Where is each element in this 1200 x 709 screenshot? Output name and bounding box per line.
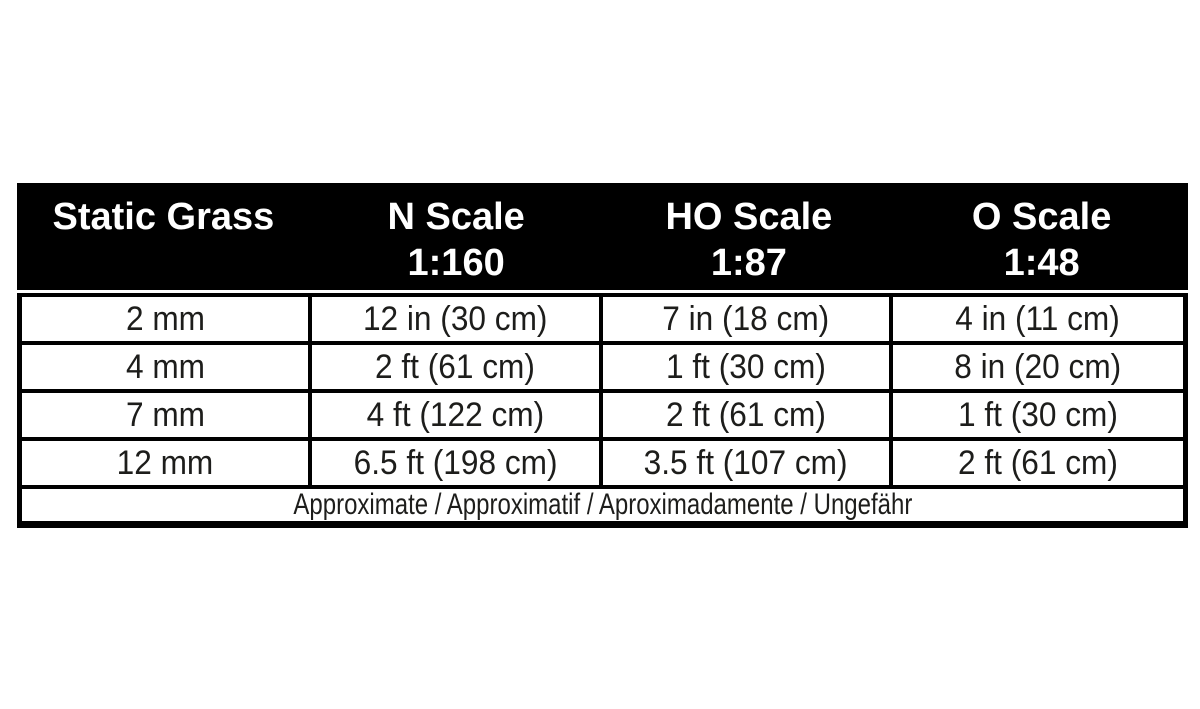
ho-scale-value: 1 ft (30 cm): [665, 347, 826, 386]
n-scale-cell: [312, 297, 602, 341]
ho-scale-value: 3.5 ft (107 cm): [643, 443, 848, 482]
o-scale-cell: [893, 345, 1183, 389]
o-scale-value: 2 ft (61 cm): [957, 443, 1118, 482]
grass-length-value: 2 mm: [125, 299, 205, 338]
o-scale-cell: [893, 441, 1183, 485]
n-scale-cell: [312, 393, 602, 437]
table-row-2mm: [22, 297, 1183, 345]
n-scale-cell: [312, 345, 602, 389]
o-scale-value: 1 ft (30 cm): [957, 395, 1118, 434]
footnote-text: Approximate / Approximatif / Aproximadamente / Ungefähr: [293, 488, 912, 521]
grass-length-cell: [22, 345, 312, 389]
n-scale-cell: [312, 441, 602, 485]
grass-length-cell: [22, 393, 312, 437]
grass-length-value: 4 mm: [125, 347, 205, 386]
o-scale-cell: [893, 297, 1183, 341]
grass-length-cell: [22, 297, 312, 341]
o-scale-ratio: 1:48: [1003, 242, 1080, 284]
header-cell-n-scale: [310, 183, 603, 290]
table-row-4mm: [22, 345, 1183, 393]
ho-scale-cell: [603, 393, 893, 437]
table-row-12mm: [22, 441, 1183, 489]
grass-length-cell: [22, 441, 312, 485]
header-cell-static-grass: [17, 183, 310, 290]
n-scale-value: 12 in (30 cm): [363, 299, 548, 338]
conversion-table: [17, 183, 1188, 528]
n-scale-value: 6.5 ft (198 cm): [353, 443, 558, 482]
o-scale-name: O Scale: [971, 196, 1112, 238]
table-header-row: [17, 183, 1188, 290]
ho-scale-cell: [603, 297, 893, 341]
table-row-7mm: [22, 393, 1183, 441]
n-scale-ratio: 1:160: [407, 242, 505, 284]
ho-scale-value: 2 ft (61 cm): [665, 395, 826, 434]
n-scale-name: N Scale: [387, 196, 525, 238]
static-grass-label: Static Grass: [52, 196, 275, 238]
n-scale-value: 2 ft (61 cm): [375, 347, 536, 386]
grass-length-value: 7 mm: [125, 395, 205, 434]
header-cell-o-scale: [895, 183, 1188, 290]
o-scale-value: 8 in (20 cm): [954, 347, 1122, 386]
n-scale-value: 4 ft (122 cm): [366, 395, 545, 434]
o-scale-value: 4 in (11 cm): [955, 299, 1121, 338]
ho-scale-name: HO Scale: [665, 196, 833, 238]
ho-scale-ratio: 1:87: [710, 242, 787, 284]
ho-scale-cell: [603, 345, 893, 389]
ho-scale-cell: [603, 441, 893, 485]
o-scale-cell: [893, 393, 1183, 437]
table-footnote-row: [22, 489, 1183, 521]
grass-length-value: 12 mm: [116, 443, 214, 482]
table-body: [17, 293, 1188, 528]
ho-scale-value: 7 in (18 cm): [662, 299, 830, 338]
header-cell-ho-scale: [603, 183, 896, 290]
